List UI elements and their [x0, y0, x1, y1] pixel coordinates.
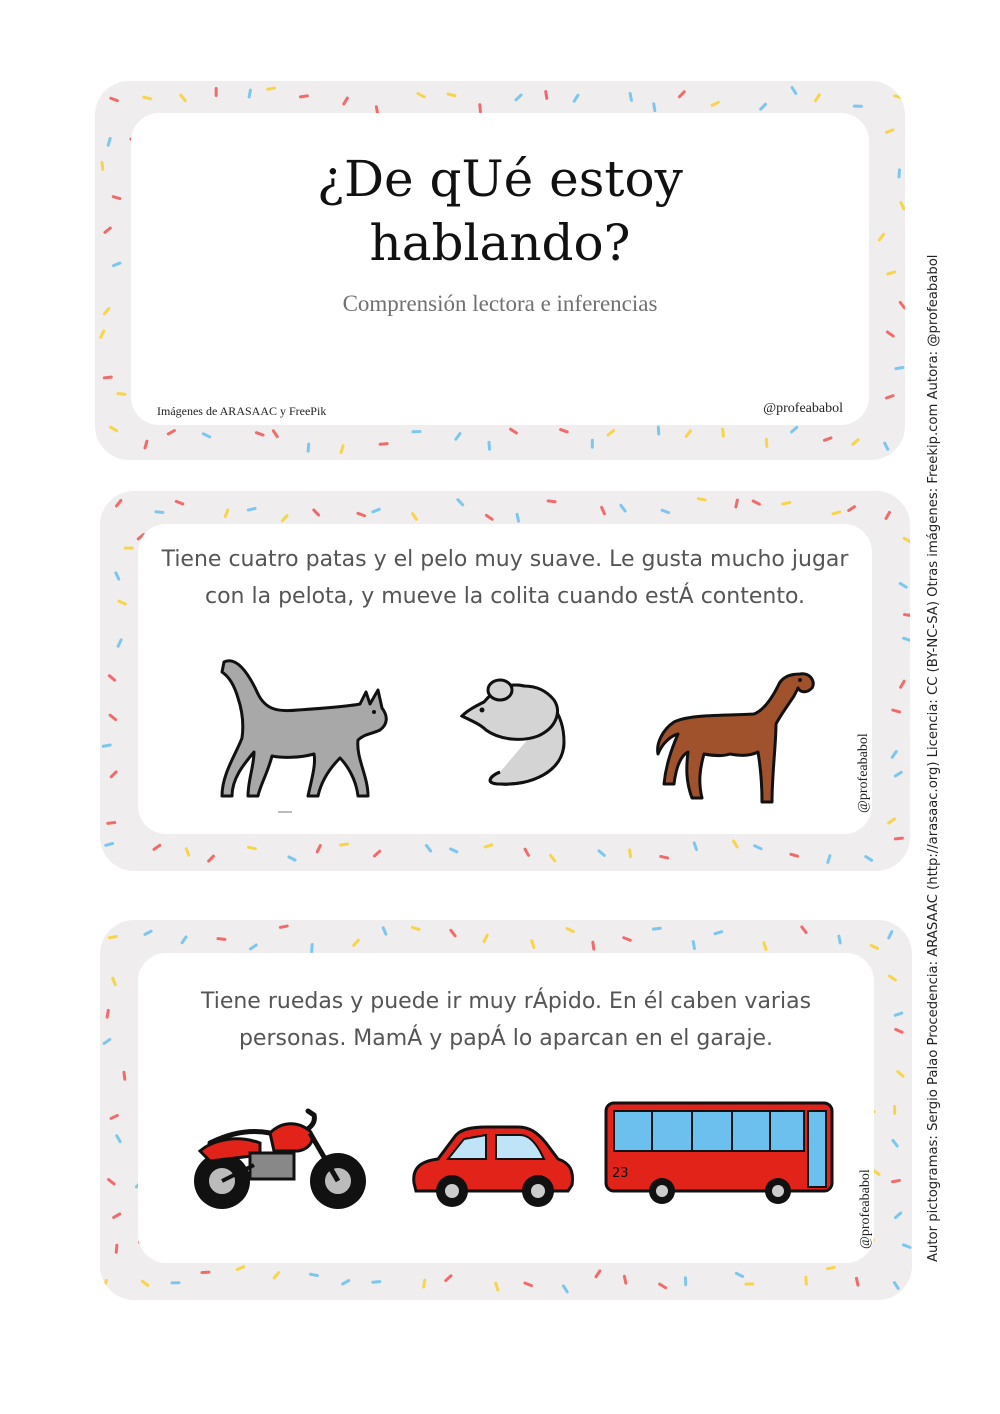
confetti-dash [181, 95, 185, 100]
confetti-dash [118, 640, 121, 646]
confetti-dash [893, 710, 900, 712]
confetti-dash [602, 507, 605, 513]
confetti-dash [525, 849, 528, 855]
author-handle: @profeababol [763, 401, 843, 416]
side-credits: Autor pictogramas: Sergio Palao Procedencia: ARASAAC (http://arasaac.org) Licencia: CC (BY-NC-SA) Otras imágenes: Freekip.com Autora: @profeababol [926, 254, 941, 1262]
confetti-dash [888, 272, 895, 274]
header-card [131, 113, 869, 425]
confetti-dash [317, 846, 320, 852]
confetti-dash [308, 444, 309, 451]
confetti-dash [661, 856, 668, 857]
confetti-dash [517, 514, 518, 521]
confetti-dash [109, 676, 114, 681]
confetti-dash [116, 1245, 117, 1252]
confetti-dash [871, 945, 877, 948]
confetti-dash [833, 512, 840, 514]
dog-icon[interactable] [654, 664, 819, 814]
confetti-dash [895, 838, 902, 839]
confetti-dash [104, 1280, 107, 1286]
confetti-dash [108, 823, 115, 824]
title-line-2: hablando? [369, 214, 631, 272]
page-subtitle: Comprensión lectora e inferencias [342, 291, 658, 316]
confetti-dash [424, 1280, 425, 1287]
confetti-dash [182, 937, 186, 943]
confetti-dash [624, 1276, 625, 1283]
confetti-dash [107, 1010, 108, 1017]
confetti-dash [144, 97, 151, 99]
confetti-dash [268, 88, 275, 89]
confetti-dash [694, 843, 696, 850]
confetti-dash [895, 96, 902, 98]
confetti-dash [873, 1170, 879, 1174]
confetti-dash [624, 938, 631, 941]
confetti-dash [111, 427, 117, 431]
confetti-dash [866, 857, 872, 861]
confetti-dash [791, 854, 798, 856]
confetti-dash [889, 932, 892, 938]
confetti-dash [176, 501, 183, 504]
confetti-dash [886, 512, 889, 518]
confetti-dash [563, 1286, 567, 1292]
confetti-dash [734, 841, 738, 847]
confetti-dash [792, 87, 796, 93]
confetti-dash [314, 510, 319, 515]
confetti-dash [458, 500, 463, 505]
confetti-dash [630, 850, 631, 857]
confetti-dash [887, 332, 893, 336]
confetti-dash [885, 443, 888, 449]
confetti-dash [593, 942, 594, 949]
confetti-dash [145, 441, 147, 448]
confetti-dash [895, 1013, 902, 1015]
confetti-dash [712, 102, 718, 105]
confetti-dash [525, 1283, 531, 1286]
confetti-dash [736, 1273, 742, 1276]
confetti-dash [900, 583, 906, 587]
confetti-dash [103, 745, 110, 746]
confetti-dash [412, 514, 416, 520]
confetti-dash [300, 96, 307, 97]
confetti-dash [896, 368, 903, 369]
confetti-dash [104, 308, 109, 313]
confetti-dash [344, 98, 348, 104]
confetti-dash [516, 95, 521, 100]
confetti-dash [225, 510, 228, 517]
confetti-dash [879, 234, 883, 240]
confetti-dash [511, 429, 517, 433]
confetti-dash [186, 849, 189, 856]
confetti-dash [111, 772, 116, 777]
confetti-dash [903, 1245, 910, 1248]
mouse-icon[interactable] [460, 672, 570, 787]
confetti-dash [117, 500, 121, 505]
riddle-card-animals-frame [100, 491, 910, 871]
confetti-dash [106, 843, 113, 845]
confetti-dash [354, 940, 359, 945]
confetti-dash [894, 1283, 898, 1289]
confetti-dash [111, 98, 118, 100]
confetti-dash [156, 512, 163, 513]
confetti-dash [824, 438, 831, 440]
confetti-dash [218, 939, 225, 940]
confetti-dash [693, 942, 694, 949]
riddle-text: Tiene cuatro patas y el pelo muy suave. Le gusta mucho jugar con la pelota, y mueve la colita cuando estÁ contento. [161, 547, 849, 609]
confetti-dash [142, 1281, 148, 1285]
confetti-dash [209, 856, 214, 861]
confetti-dash [118, 394, 125, 395]
confetti-dash [802, 927, 806, 933]
confetti-dash [686, 431, 690, 437]
confetti-dash [451, 849, 457, 852]
images-credit: Imágenes de ARASAAC y FreePik [157, 404, 327, 418]
confetti-dash [380, 444, 387, 445]
confetti-dash [662, 510, 669, 512]
confetti-dash [783, 503, 790, 504]
confetti-dash [101, 331, 104, 337]
confetti-dash [203, 434, 209, 437]
confetti-dash [899, 170, 900, 177]
confetti-dash [654, 104, 655, 111]
confetti-dash [574, 95, 578, 101]
motorcycle-icon[interactable] [190, 1103, 370, 1213]
confetti-dash [273, 431, 277, 437]
bus-icon[interactable] [602, 1099, 838, 1209]
confetti-dash [341, 844, 348, 845]
confetti-dash [343, 1281, 349, 1284]
confetti-dash [145, 931, 151, 934]
confetti-dash [104, 1039, 110, 1043]
confetti-dash [901, 681, 904, 687]
confetti-dash [839, 936, 840, 943]
confetti-dash [792, 427, 797, 432]
confetti-dash [496, 1283, 498, 1290]
confetti-dash [815, 95, 819, 101]
title-line-1: ¿De qUé estoy [317, 150, 683, 208]
confetti-dash [341, 446, 343, 453]
confetti-dash [548, 501, 555, 502]
confetti-dash [374, 851, 379, 856]
confetti-dash [105, 228, 110, 232]
confetti-dash [274, 1273, 279, 1278]
confetti-dash [486, 515, 492, 519]
confetti-dash [660, 1284, 666, 1288]
confetti-dash [451, 930, 455, 936]
confetti-dash [114, 1214, 120, 1218]
confetti-dash [480, 105, 481, 112]
confetti-dash [104, 377, 111, 378]
confetti-dash [485, 845, 492, 847]
confetti-dash [484, 935, 487, 941]
confetti-dash [596, 1271, 600, 1277]
confetti-dash [446, 1276, 451, 1281]
confetti-dash [893, 1180, 900, 1181]
confetti-dash [889, 976, 895, 980]
card-handle: @profeababol [858, 1169, 873, 1249]
confetti-dash [280, 926, 287, 927]
confetti-dash [546, 91, 547, 98]
confetti-dash [110, 715, 115, 719]
confetti-dash [418, 94, 424, 97]
confetti-dash [358, 513, 365, 515]
confetti-dash [896, 1029, 902, 1032]
confetti-dash [237, 1267, 243, 1270]
card-handle: @profeababol [856, 733, 871, 813]
confetti-dash [124, 1072, 125, 1079]
confetti-dash [119, 601, 125, 604]
confetti-dash [102, 162, 103, 169]
confetti-dash [608, 431, 614, 435]
confetti-dash [109, 937, 116, 938]
confetti-dash [289, 857, 295, 860]
confetti-dash [249, 847, 256, 848]
confetti-dash [715, 932, 722, 934]
confetti-dash [900, 302, 904, 308]
confetti-dash [904, 638, 910, 640]
confetti-dash [373, 509, 379, 512]
confetti-dash [630, 93, 631, 100]
confetti-dash [893, 1140, 897, 1146]
page-title [131, 147, 869, 275]
confetti-dash [116, 573, 119, 579]
confetti-dash [154, 845, 160, 849]
confetti-dash [117, 1136, 121, 1142]
car-icon[interactable] [408, 1123, 578, 1213]
confetti-dash [679, 92, 684, 97]
riddle-text: Tiene ruedas y puede ir muy rÁpido. En él caben varias personas. MamÁ y papÁ lo aparcan en el garaje. [200, 989, 812, 1051]
confetti-dash [761, 104, 766, 109]
confetti-dash [889, 819, 895, 823]
confetti-dash [561, 430, 568, 432]
confetti-dash [753, 501, 759, 504]
riddle-card-animals [138, 524, 872, 834]
confetti-dash [113, 978, 116, 985]
confetti-dash [849, 507, 855, 511]
confetti-dash [383, 928, 386, 934]
confetti-dash [755, 846, 761, 849]
confetti-dash [895, 772, 901, 776]
confetti-dash [887, 130, 894, 133]
confetti-dash [249, 90, 250, 97]
riddle-card-vehicles-frame [100, 920, 912, 1300]
confetti-dash [698, 499, 705, 500]
confetti-dash [892, 752, 896, 758]
confetti-dash [567, 929, 573, 932]
riddle-card-vehicles [138, 953, 874, 1263]
confetti-dash [202, 1272, 209, 1273]
confetti-dash [904, 615, 910, 616]
confetti-dash [828, 856, 830, 863]
confetti-dash [111, 1115, 117, 1118]
confetti-dash [248, 508, 255, 510]
confetti-dash [312, 945, 313, 952]
confetti-dash [764, 943, 766, 950]
confetti-dash [599, 851, 604, 856]
confetti-dash [736, 500, 738, 507]
confetti-dash [113, 197, 120, 199]
confetti-dash [109, 1180, 115, 1184]
confetti-dash [108, 138, 110, 145]
bus-number: 23 [612, 1166, 629, 1181]
confetti-dash [489, 442, 490, 449]
confetti-dash [621, 505, 625, 511]
confetti-dash [532, 941, 534, 948]
confetti-dash [250, 945, 256, 949]
confetti-dash [412, 927, 419, 929]
confetti-dash [886, 396, 893, 398]
confetti-dash [256, 433, 263, 435]
confetti-dash [856, 1278, 857, 1285]
confetti-dash [311, 1274, 318, 1275]
confetti-dash [282, 516, 287, 521]
confetti-dash [373, 1282, 380, 1283]
header-card-frame [95, 81, 905, 460]
cat-icon[interactable] [218, 654, 393, 814]
confetti-dash [550, 855, 554, 861]
confetti-dash [895, 1213, 900, 1218]
confetti-dash [653, 928, 660, 929]
confetti-dash [168, 431, 174, 434]
confetti-dash [448, 94, 455, 96]
confetti-dash [426, 846, 430, 852]
confetti-dash [901, 202, 904, 208]
confetti-dash [456, 434, 460, 440]
confetti-dash [723, 429, 724, 436]
confetti-dash [904, 538, 910, 541]
confetti-dash [827, 1267, 834, 1268]
confetti-dash [113, 263, 120, 266]
confetti-dash [898, 1072, 903, 1077]
confetti-dash [853, 440, 858, 445]
